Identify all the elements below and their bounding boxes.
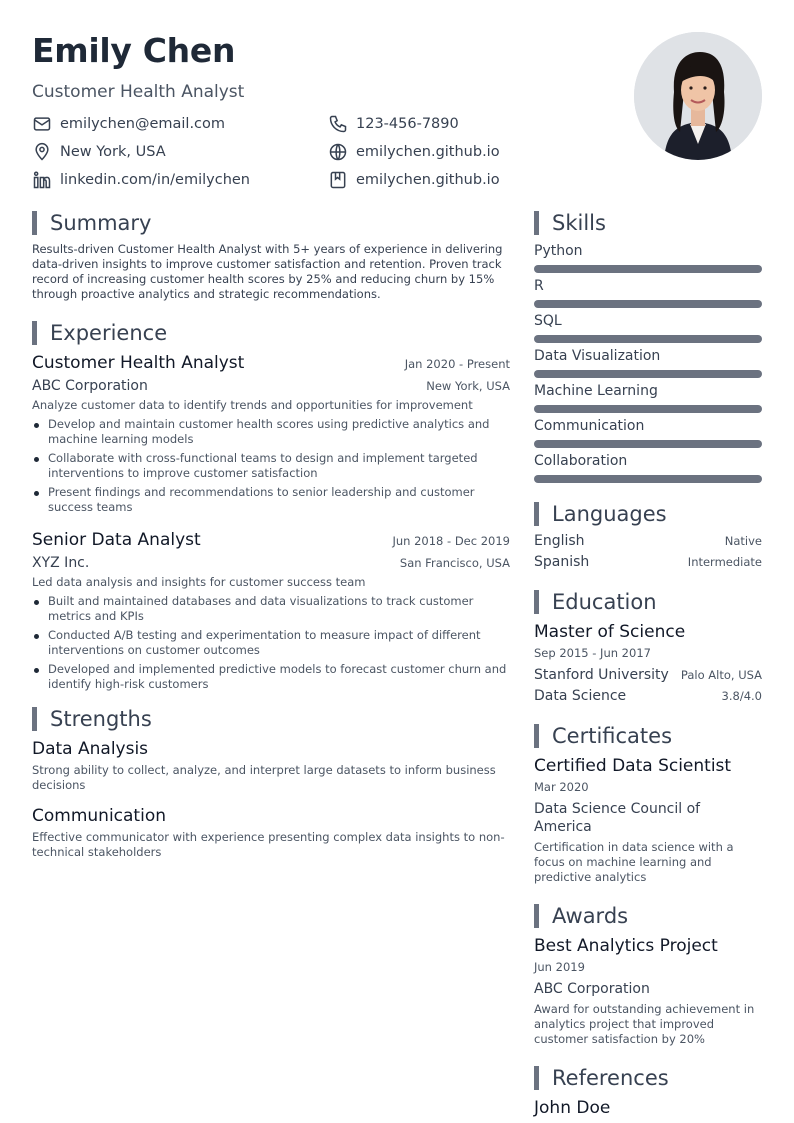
section-accent-bar [534, 724, 539, 748]
job-bullets [32, 417, 510, 515]
award-issuer: ABC Corporation [534, 981, 650, 997]
job-company: XYZ Inc. [32, 555, 90, 571]
linkedin-text: linkedin.com/in/emilychen [60, 172, 250, 188]
education-section [534, 589, 762, 705]
education-heading-text: Education [552, 590, 657, 614]
right-column [534, 210, 762, 1123]
strength-text: Strong ability to collect, analyze, and interpret large datasets to inform business decisions [32, 763, 496, 792]
job-entry [32, 352, 510, 515]
job-bullet: Present findings and recommendations to senior leadership and customer success teams [32, 485, 510, 515]
skill-level-bar [534, 370, 762, 378]
award-date: Jun 2019 [534, 960, 585, 974]
certificate-text: Certification in data science with a focus on machine learning and predictive analytics [534, 840, 734, 884]
phone-icon [328, 114, 348, 134]
contact-phone[interactable] [328, 114, 459, 134]
skill-item [534, 312, 762, 343]
language-name: English [534, 533, 585, 549]
section-accent-bar [32, 211, 37, 235]
candidate-title: Customer Health Analyst [32, 82, 245, 102]
skill-level-bar [534, 265, 762, 273]
skills-heading [534, 210, 762, 236]
location-text: New York, USA [60, 144, 166, 160]
skills-heading-text: Skills [552, 211, 606, 235]
education-heading [534, 589, 762, 615]
job-bullet: Developed and implemented predictive models to forecast customer churn and identify high-risk customers [32, 662, 510, 692]
references-heading [534, 1065, 762, 1091]
certificate-title: Certified Data Scientist [534, 756, 732, 776]
job-bullets [32, 594, 510, 692]
globe-icon [328, 142, 348, 162]
bookmark-icon [328, 170, 348, 190]
language-item [534, 554, 762, 571]
language-name: Spanish [534, 554, 590, 570]
strength-title: Communication [32, 806, 166, 826]
skill-level-bar [534, 405, 762, 413]
job-dates: Jan 2020 - Present [404, 357, 510, 371]
phone-text: 123-456-7890 [356, 116, 459, 132]
languages-section [534, 501, 762, 571]
strength-text: Effective communicator with experience presenting complex data insights to non-technical stakeholders [32, 830, 505, 859]
mail-icon [32, 114, 52, 134]
job-bullet: Conducted A/B testing and experimentation to measure impact of different interventions on customer outcomes [32, 628, 510, 658]
skill-item [534, 277, 762, 308]
job-bullet: Develop and maintain customer health scores using predictive analytics and machine learning models [32, 417, 510, 447]
skill-item [534, 382, 762, 413]
certificate-issuer: Data Science Council of America [534, 801, 701, 835]
awards-heading [534, 903, 762, 929]
job-bullet: Built and maintained databases and data visualizations to track customer metrics and KPIs [32, 594, 510, 624]
job-title: Senior Data Analyst [32, 530, 201, 550]
contact-location [32, 142, 166, 162]
candidate-name: Emily Chen [32, 31, 236, 70]
job-company: ABC Corporation [32, 378, 148, 394]
resume-header [32, 32, 762, 222]
skill-name: Communication [534, 418, 645, 434]
languages-heading [534, 501, 762, 527]
awards-heading-text: Awards [552, 904, 629, 928]
reference-name: John Doe [534, 1098, 611, 1118]
education-location: Palo Alto, USA [680, 668, 762, 682]
contact-portfolio[interactable] [328, 170, 500, 190]
summary-heading-text: Summary [50, 211, 152, 235]
experience-heading-text: Experience [50, 321, 168, 345]
skill-name: Machine Learning [534, 383, 658, 399]
summary-text: Results-driven Customer Health Analyst with 5+ years of experience in delivering data-driven insights to improve customer satisfaction and retention. Proven track record of increasing customer health scores by 25% and reducing churn by 15% through proactive analytics and strategic recommendations. [32, 242, 503, 301]
award-title: Best Analytics Project [534, 936, 718, 956]
job-bullet: Collaborate with cross-functional teams to design and implement targeted interventions to improve customer satisfaction [32, 451, 510, 481]
education-degree: Master of Science [534, 622, 686, 642]
job-description: Led data analysis and insights for customer success team [32, 575, 366, 589]
references-heading-text: References [552, 1066, 669, 1090]
left-column [32, 210, 510, 872]
linkedin-icon [32, 170, 52, 190]
skill-item [534, 347, 762, 378]
strength-entry [32, 738, 510, 793]
certificates-heading-text: Certificates [552, 724, 673, 748]
summary-heading [32, 210, 510, 236]
education-field: Data Science [534, 688, 627, 704]
skill-item [534, 452, 762, 483]
section-accent-bar [534, 1066, 539, 1090]
skill-level-bar [534, 335, 762, 343]
references-section [534, 1065, 762, 1119]
website-text: emilychen.github.io [356, 144, 500, 160]
education-gpa: 3.8/4.0 [721, 689, 762, 703]
experience-heading [32, 320, 510, 346]
skill-name: R [534, 278, 544, 294]
job-dates: Jun 2018 - Dec 2019 [392, 534, 510, 548]
language-level: Intermediate [687, 555, 762, 569]
section-accent-bar [32, 707, 37, 731]
section-accent-bar [534, 502, 539, 526]
certificate-date: Mar 2020 [534, 780, 589, 794]
certificates-section [534, 723, 762, 885]
section-accent-bar [32, 321, 37, 345]
section-accent-bar [534, 211, 539, 235]
strengths-heading-text: Strengths [50, 707, 152, 731]
contact-email[interactable] [32, 114, 225, 134]
skill-level-bar [534, 300, 762, 308]
languages-heading-text: Languages [552, 502, 667, 526]
contact-website[interactable] [328, 142, 500, 162]
profile-photo [634, 32, 762, 160]
portfolio-text: emilychen.github.io [356, 172, 500, 188]
skill-item [534, 242, 762, 273]
certificates-heading [534, 723, 762, 749]
map-pin-icon [32, 142, 52, 162]
job-location: San Francisco, USA [399, 556, 510, 570]
avatar-illustration [634, 32, 762, 160]
contact-linkedin[interactable] [32, 170, 250, 190]
strengths-heading [32, 706, 510, 732]
awards-section [534, 903, 762, 1047]
job-description: Analyze customer data to identify trends and opportunities for improvement [32, 398, 473, 412]
email-text: emilychen@email.com [60, 116, 226, 132]
strength-entry [32, 805, 510, 860]
skill-name: Data Visualization [534, 348, 661, 364]
section-accent-bar [534, 904, 539, 928]
education-school: Stanford University [534, 667, 669, 683]
skill-level-bar [534, 440, 762, 448]
strength-title: Data Analysis [32, 739, 149, 759]
language-level: Native [724, 534, 762, 548]
skill-item [534, 417, 762, 448]
education-dates: Sep 2015 - Jun 2017 [534, 646, 651, 660]
section-accent-bar [534, 590, 539, 614]
skill-name: SQL [534, 313, 562, 329]
skills-section [534, 210, 762, 483]
job-title: Customer Health Analyst [32, 353, 245, 373]
award-text: Award for outstanding achievement in analytics project that improved customer satisfaction by 20% [534, 1002, 755, 1046]
skill-name: Python [534, 243, 583, 259]
skill-name: Collaboration [534, 453, 628, 469]
job-location: New York, USA [426, 379, 510, 393]
language-item [534, 533, 762, 550]
skill-level-bar [534, 475, 762, 483]
job-entry [32, 529, 510, 692]
